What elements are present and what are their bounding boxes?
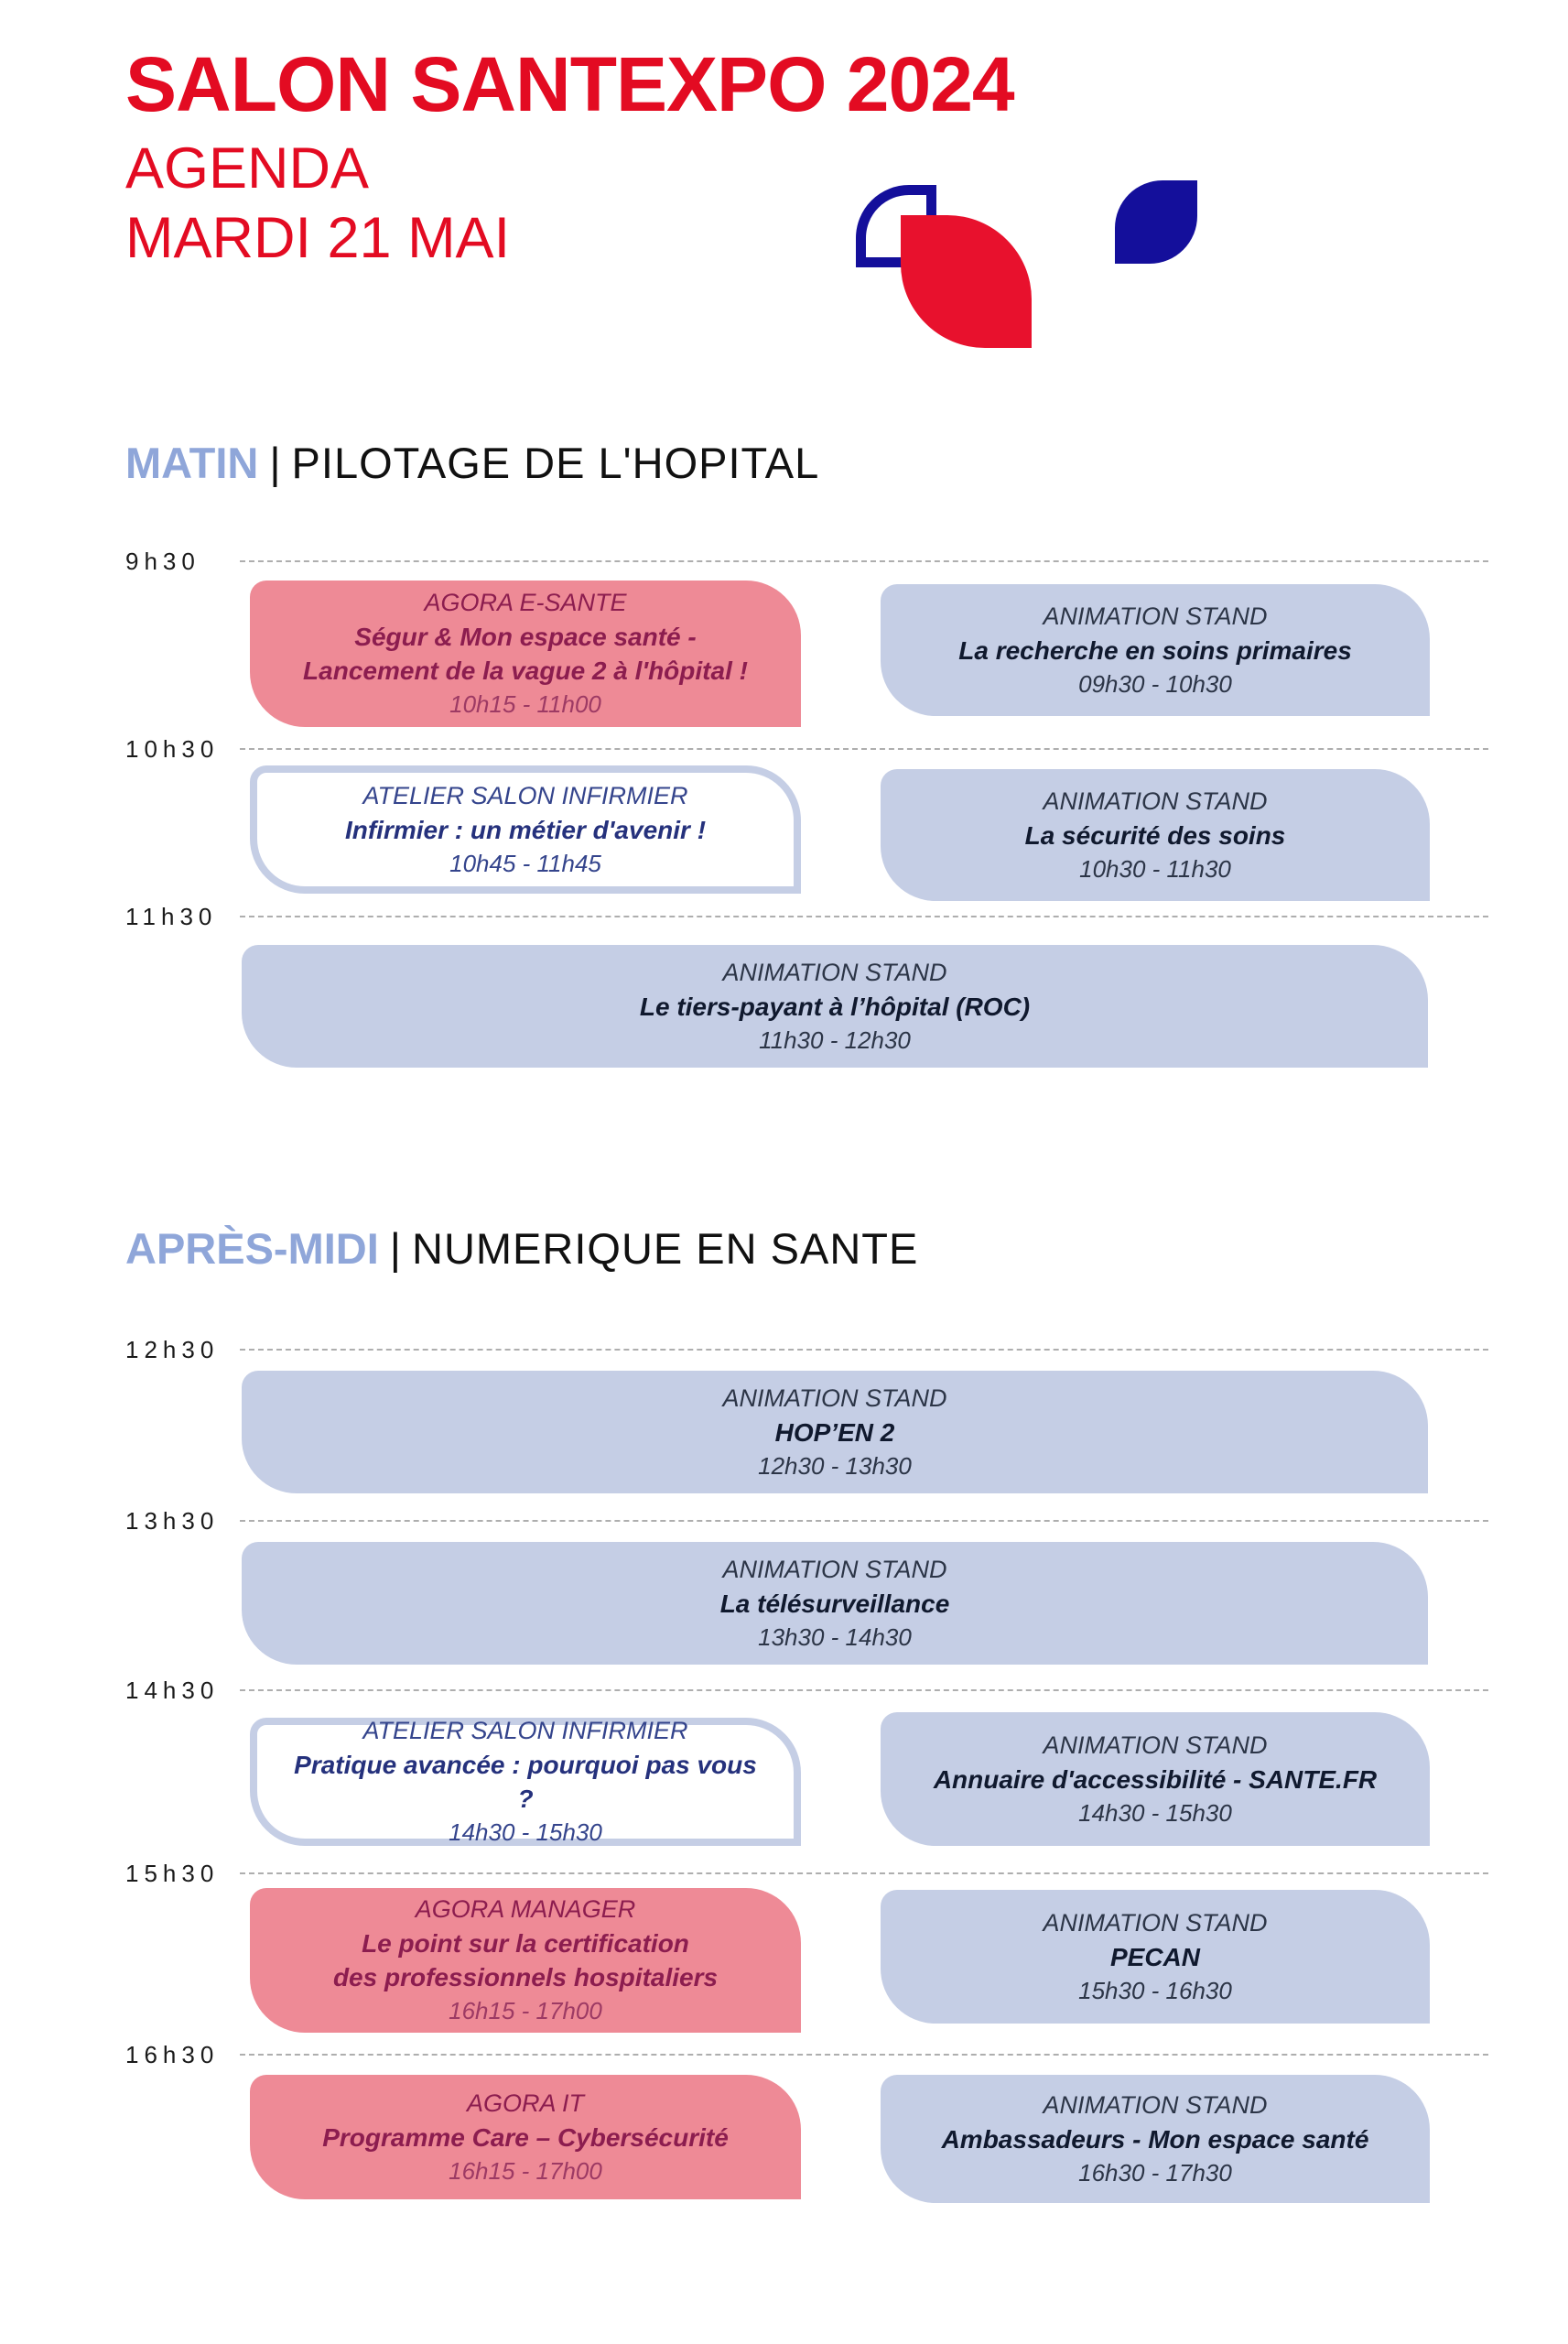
page-title: SALON SANTEXPO 2024 (125, 41, 1014, 127)
event-kicker: ANIMATION STAND (1043, 1731, 1268, 1759)
heading-separator: | (389, 1224, 402, 1273)
event-card-telesurveillance (242, 1542, 1428, 1665)
event-kicker: ATELIER SALON INFIRMIER (362, 781, 688, 809)
time-label-13h30: 13h30 (125, 1507, 220, 1535)
event-kicker: AGORA IT (466, 2089, 584, 2117)
timeline-divider (240, 1689, 1488, 1691)
timeline-divider (240, 2054, 1488, 2056)
event-kicker: ANIMATION STAND (722, 958, 947, 986)
event-card-securite-des-soins (881, 769, 1430, 901)
event-time: 16h15 - 17h00 (449, 1997, 602, 2024)
timeline-divider (240, 1520, 1488, 1522)
event-kicker: ATELIER SALON INFIRMIER (362, 1717, 688, 1744)
timeline-divider (240, 1349, 1488, 1351)
event-time: 10h15 - 11h00 (449, 690, 601, 718)
time-label-10h30: 10h30 (125, 735, 220, 763)
event-time: 10h30 - 11h30 (1079, 854, 1231, 883)
page-subtitle (125, 134, 510, 273)
event-title-line: PECAN (1109, 1942, 1200, 1971)
event-title-line: La télésurveillance (719, 1589, 950, 1618)
timeline-divider (240, 916, 1488, 917)
event-time: 09h30 - 10h30 (1078, 669, 1232, 698)
time-label-12h30: 12h30 (125, 1336, 220, 1363)
event-kicker: ANIMATION STAND (722, 1384, 947, 1412)
event-card-atelier-infirmier-metier (250, 765, 801, 894)
event-card-ambassadeurs-mes (881, 2075, 1430, 2203)
event-title-line: Pratique avancée : pourquoi pas vous ? (294, 1751, 757, 1813)
section-heading-apres-midi (125, 1223, 918, 1274)
logo-blue-leaf-icon (1115, 180, 1197, 264)
section-topic: NUMERIQUE EN SANTE (412, 1224, 919, 1273)
section-heading-matin (125, 438, 819, 488)
event-title-line: Lancement de la vague 2 à l'hôpital ! (303, 657, 748, 685)
time-label-9h30: 9h30 (125, 548, 200, 575)
event-kicker: ANIMATION STAND (1043, 2090, 1268, 2119)
event-title-line: La sécurité des soins (1024, 820, 1286, 850)
event-card-agora-manager (250, 1888, 801, 2033)
event-kicker: ANIMATION STAND (1043, 602, 1268, 630)
event-card-pecan (881, 1890, 1430, 2024)
event-title-line: Le point sur la certification (362, 1929, 689, 1958)
agenda-label: AGENDA (125, 136, 370, 201)
event-time: 10h45 - 11h45 (449, 849, 601, 877)
event-kicker: AGORA E-SANTE (424, 589, 627, 616)
event-card-recherche-soins-primaires (881, 584, 1430, 716)
event-title-line: Ambassadeurs - Mon espace santé (941, 2124, 1369, 2154)
event-title-line: Programme Care – Cybersécurité (322, 2122, 729, 2152)
section-name: MATIN (125, 439, 259, 487)
event-kicker: ANIMATION STAND (1043, 787, 1268, 815)
event-card-tiers-payant-roc (242, 945, 1428, 1068)
timeline-divider (240, 1872, 1488, 1874)
heading-separator: | (269, 439, 281, 487)
event-time: 14h30 - 15h30 (1078, 1798, 1232, 1827)
timeline-divider (240, 748, 1488, 750)
date-label: MARDI 21 MAI (125, 206, 511, 270)
event-time: 12h30 - 13h30 (758, 1451, 912, 1480)
event-time: 13h30 - 14h30 (758, 1622, 912, 1651)
event-title-line: La recherche en soins primaires (958, 635, 1352, 665)
event-card-hopen2 (242, 1371, 1428, 1493)
event-card-annuaire-accessibilite (881, 1712, 1430, 1846)
event-card-atelier-pratique-avancee (250, 1718, 801, 1846)
event-time: 16h30 - 17h30 (1078, 2158, 1232, 2187)
time-label-11h30: 11h30 (125, 903, 218, 930)
event-title-line: Le tiers-payant à l’hôpital (ROC) (639, 992, 1031, 1021)
event-title-line: Ségur & Mon espace santé - (354, 623, 697, 651)
time-label-15h30: 15h30 (125, 1860, 220, 1887)
event-time: 14h30 - 15h30 (449, 1818, 602, 1846)
event-time: 11h30 - 12h30 (759, 1026, 911, 1054)
event-title-line: Infirmier : un métier d'avenir ! (344, 815, 707, 844)
event-kicker: ANIMATION STAND (1043, 1908, 1268, 1937)
event-title-line: Annuaire d'accessibilité - SANTE.FR (933, 1764, 1378, 1794)
event-kicker: ANIMATION STAND (722, 1555, 947, 1583)
time-label-14h30: 14h30 (125, 1677, 220, 1704)
section-topic: PILOTAGE DE L'HOPITAL (291, 439, 820, 487)
event-kicker: AGORA MANAGER (415, 1895, 636, 1923)
timeline-divider (240, 560, 1488, 562)
logo-red-leaf-icon (901, 215, 1032, 348)
event-card-agora-it-cybersecurite (250, 2075, 801, 2199)
event-time: 16h15 - 17h00 (449, 2156, 602, 2185)
event-card-agora-esante (250, 581, 801, 727)
time-label-16h30: 16h30 (125, 2041, 220, 2068)
section-name: APRÈS-MIDI (125, 1224, 379, 1273)
event-title-line: HOP’EN 2 (774, 1417, 895, 1447)
event-title-line: des professionnels hospitaliers (332, 1963, 719, 1991)
event-time: 15h30 - 16h30 (1078, 1976, 1232, 2004)
